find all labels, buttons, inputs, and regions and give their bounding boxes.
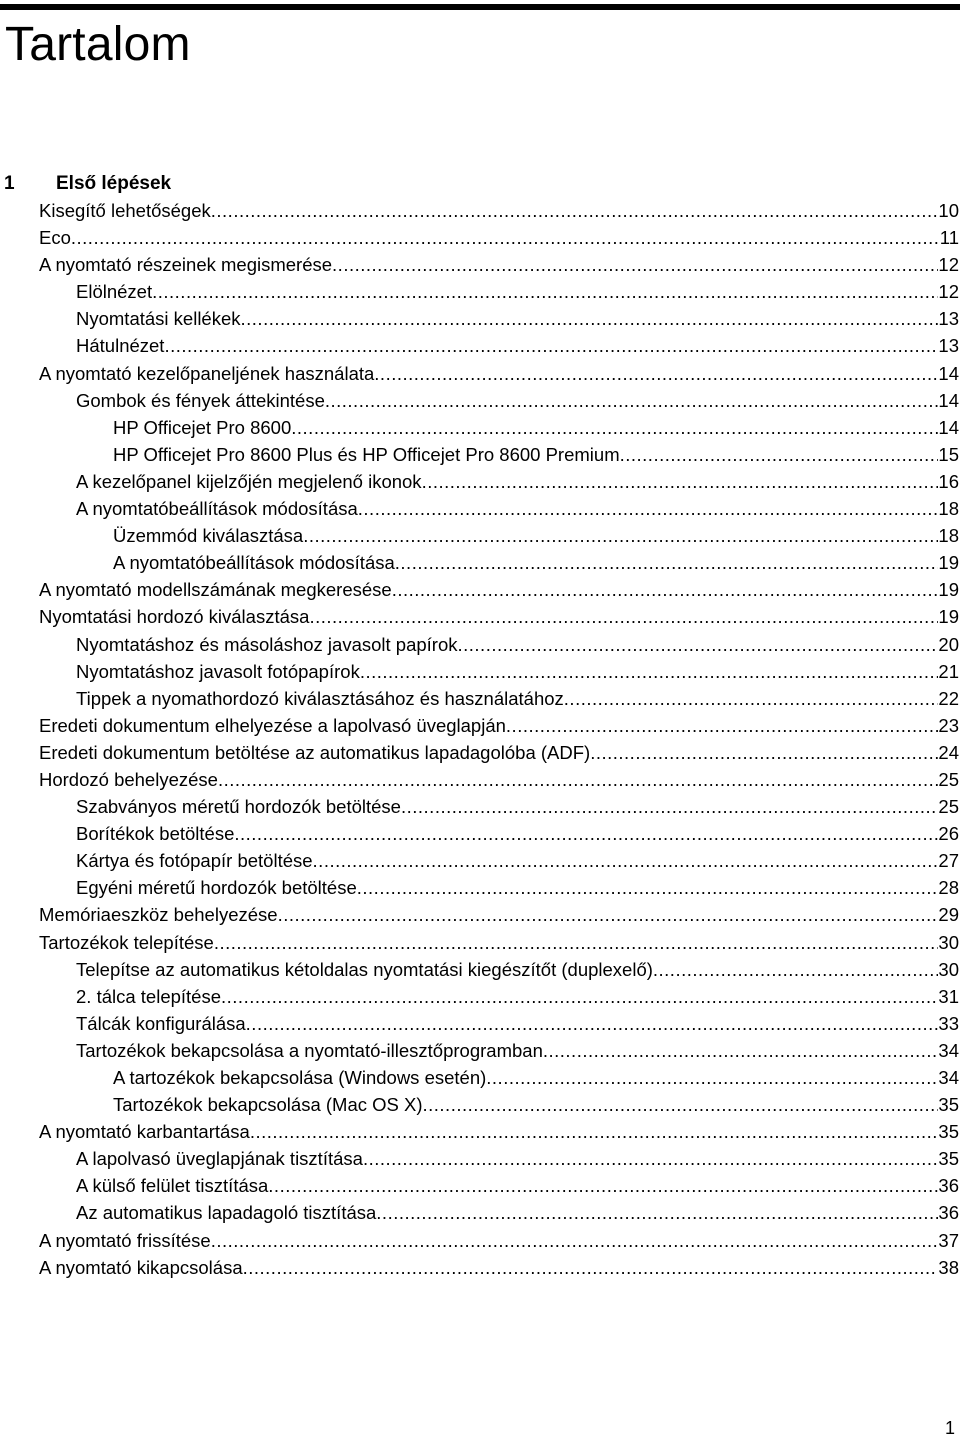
toc-entry[interactable] <box>0 766 960 793</box>
toc-entry-title: Memóriaeszköz behelyezése <box>39 904 278 926</box>
toc-dot-leader <box>218 766 938 793</box>
toc-dot-leader <box>268 1172 938 1199</box>
toc-entry-page: 16 <box>938 470 959 492</box>
toc-entry-title: A tartozékok bekapcsolása (Windows esetén) <box>113 1067 487 1088</box>
toc-dot-leader <box>486 1064 938 1091</box>
toc-dot-leader <box>313 847 939 874</box>
toc-dot-leader <box>564 685 939 712</box>
toc-entry-title: A nyomtató modellszámának megkeresése <box>39 579 392 601</box>
toc-entry[interactable] <box>0 522 960 549</box>
toc-entry-page: 14 <box>938 416 959 438</box>
toc-dot-leader <box>458 631 939 658</box>
toc-entry-page: 11 <box>939 227 959 249</box>
toc-entry[interactable] <box>0 414 960 441</box>
toc-entry-title: Hátulnézet <box>76 335 165 357</box>
toc-entry[interactable] <box>0 983 960 1010</box>
toc-entry-title: Tartozékok telepítése <box>39 931 214 953</box>
toc-dot-leader <box>376 1199 938 1226</box>
toc-entry-title: A nyomtató részeinek megismerése <box>39 254 333 276</box>
toc-dot-leader <box>332 251 938 278</box>
toc-dot-leader <box>401 793 938 820</box>
toc-entry-title: A nyomtató kezelőpaneljének használata <box>39 362 375 384</box>
toc-entry[interactable] <box>0 332 960 359</box>
toc-entry-page: 25 <box>938 796 959 818</box>
top-rule <box>0 4 960 10</box>
toc-entry-page: 35 <box>938 1094 959 1116</box>
toc-entry-page: 31 <box>938 985 959 1007</box>
toc-entry[interactable] <box>0 495 960 522</box>
toc-dot-leader <box>423 1091 939 1118</box>
toc-entry[interactable] <box>0 1172 960 1199</box>
toc-entry-title: Gombok és fények áttekintése <box>76 389 325 411</box>
toc-entry-page: 26 <box>938 823 959 845</box>
toc-dot-leader <box>291 414 938 441</box>
toc-dot-leader <box>506 712 939 739</box>
toc-entry-page: 29 <box>938 904 959 926</box>
toc-entry[interactable] <box>0 441 960 468</box>
toc-dot-leader <box>395 549 939 576</box>
toc-dot-leader <box>234 820 938 847</box>
toc-entry-title: HP Officejet Pro 8600 <box>113 416 292 438</box>
toc-dot-leader <box>250 1118 939 1145</box>
toc-entry-title: A külső felület tisztítása <box>76 1175 269 1197</box>
page-number: 1 <box>944 1418 955 1438</box>
toc-dot-leader <box>422 468 939 495</box>
chapter-heading <box>0 170 960 198</box>
toc-entry-title: Eredeti dokumentum betöltése az automatikus lapadagolóba (ADF) <box>39 741 591 763</box>
toc-dot-leader <box>71 224 940 251</box>
toc-entry-title: Nyomtatáshoz javasolt fotópapírok <box>76 660 360 682</box>
toc-entry[interactable] <box>0 1064 960 1091</box>
toc-dot-leader <box>278 901 939 928</box>
toc-entry-title: A nyomtató frissítése <box>39 1229 211 1251</box>
toc-entry-page: 30 <box>938 958 959 980</box>
toc-entry-title: Elölnézet <box>76 281 153 303</box>
toc-entry-page: 14 <box>938 362 959 384</box>
toc-dot-leader <box>246 1010 939 1037</box>
toc-entry[interactable] <box>0 631 960 658</box>
toc-dot-leader <box>221 983 938 1010</box>
toc-entry-page: 25 <box>938 768 959 790</box>
toc-entry[interactable] <box>0 847 960 874</box>
toc-entry-page: 20 <box>938 633 959 655</box>
toc-entry[interactable] <box>0 793 960 820</box>
table-of-contents <box>0 197 960 1281</box>
toc-dot-leader <box>241 305 939 332</box>
toc-entry-page: 12 <box>938 281 959 303</box>
toc-entry-title: Kártya és fotópapír betöltése <box>76 850 313 872</box>
toc-entry[interactable] <box>0 658 960 685</box>
toc-entry-page: 18 <box>938 498 959 520</box>
toc-dot-leader <box>211 1227 939 1254</box>
toc-entry[interactable] <box>0 251 960 278</box>
toc-entry-page: 35 <box>938 1148 959 1170</box>
toc-entry-page: 24 <box>938 741 959 763</box>
toc-entry[interactable] <box>0 1145 960 1172</box>
toc-entry-title: Borítékok betöltése <box>76 823 235 845</box>
toc-entry-page: 23 <box>938 714 959 736</box>
toc-entry[interactable] <box>0 712 960 739</box>
toc-entry-title: Nyomtatáshoz és másoláshoz javasolt papírok <box>76 633 458 655</box>
toc-entry[interactable] <box>0 956 960 983</box>
toc-entry[interactable] <box>0 929 960 956</box>
toc-entry-title: Egyéni méretű hordozók betöltése <box>76 877 357 899</box>
toc-entry[interactable] <box>0 278 960 305</box>
toc-entry[interactable] <box>0 468 960 495</box>
toc-entry-page: 27 <box>938 850 959 872</box>
toc-entry-page: 15 <box>938 443 959 465</box>
toc-entry-page: 33 <box>938 1012 959 1034</box>
toc-entry[interactable] <box>0 820 960 847</box>
toc-entry[interactable] <box>0 739 960 766</box>
toc-entry[interactable] <box>0 1199 960 1226</box>
toc-entry-title: A nyomtatóbeállítások módosítása <box>113 552 395 574</box>
toc-dot-leader <box>309 603 938 630</box>
toc-entry-title: A nyomtatóbeállítások módosítása <box>76 498 358 520</box>
toc-entry-title: A kezelőpanel kijelzőjén megjelenő ikonok <box>76 470 422 492</box>
toc-entry[interactable] <box>0 603 960 630</box>
toc-entry[interactable] <box>0 1010 960 1037</box>
toc-dot-leader <box>357 874 939 901</box>
toc-dot-leader <box>211 197 939 224</box>
toc-dot-leader <box>214 929 939 956</box>
toc-dot-leader <box>152 278 938 305</box>
toc-entry-page: 13 <box>938 335 959 357</box>
toc-dot-leader <box>358 495 939 522</box>
toc-entry-page: 36 <box>938 1175 959 1197</box>
toc-entry-page: 37 <box>938 1229 959 1251</box>
toc-entry-title: Tálcák konfigurálása <box>76 1012 246 1034</box>
toc-entry[interactable] <box>0 387 960 414</box>
toc-entry[interactable] <box>0 901 960 928</box>
toc-dot-leader <box>590 739 938 766</box>
toc-entry-title: 2. tálca telepítése <box>76 985 222 1007</box>
toc-entry-page: 30 <box>938 931 959 953</box>
toc-entry[interactable] <box>0 360 960 387</box>
toc-entry[interactable] <box>0 874 960 901</box>
toc-entry-title: Az automatikus lapadagoló tisztítása <box>76 1202 377 1224</box>
toc-entry-title: Telepítse az automatikus kétoldalas nyomtatási kiegészítőt (duplexelő) <box>76 958 653 980</box>
toc-entry-page: 34 <box>938 1039 959 1061</box>
page-title: Tartalom <box>5 18 191 71</box>
toc-entry[interactable] <box>0 1091 960 1118</box>
toc-entry-page: 10 <box>938 200 959 221</box>
toc-entry[interactable] <box>0 1037 960 1064</box>
toc-entry-title: Hordozó behelyezése <box>39 768 218 790</box>
toc-entry-page: 14 <box>938 389 959 411</box>
toc-dot-leader <box>543 1037 939 1064</box>
toc-entry[interactable] <box>0 549 960 576</box>
toc-entry-title: HP Officejet Pro 8600 Plus és HP Officejet Pro 8600 Premium <box>113 443 620 465</box>
toc-entry[interactable] <box>0 224 960 251</box>
toc-entry[interactable] <box>0 197 960 224</box>
toc-entry[interactable] <box>0 1254 960 1281</box>
toc-entry-page: 19 <box>938 552 959 574</box>
toc-entry-title: Nyomtatási hordozó kiválasztása <box>39 606 310 628</box>
toc-entry-page: 34 <box>938 1067 959 1088</box>
toc-dot-leader <box>374 360 938 387</box>
toc-entry-page: 18 <box>938 525 959 547</box>
toc-entry[interactable] <box>0 576 960 603</box>
toc-dot-leader <box>325 387 939 414</box>
toc-entry[interactable] <box>0 305 960 332</box>
toc-entry-title: A lapolvasó üveglapjának tisztítása <box>76 1148 363 1170</box>
toc-entry-title: Tippek a nyomathordozó kiválasztásához és használatához <box>76 687 564 709</box>
toc-dot-leader <box>392 576 939 603</box>
toc-entry-title: Nyomtatási kellékek <box>76 308 241 330</box>
toc-entry-page: 19 <box>938 606 959 628</box>
toc-dot-leader <box>243 1254 939 1281</box>
toc-entry-title: Tartozékok bekapcsolása (Mac OS X) <box>113 1094 423 1116</box>
toc-dot-leader <box>653 956 939 983</box>
toc-entry-page: 21 <box>938 660 959 682</box>
toc-entry-page: 19 <box>938 579 959 601</box>
toc-dot-leader <box>303 522 938 549</box>
chapter-title: Első lépések <box>56 173 172 194</box>
toc-entry-page: 13 <box>938 308 959 330</box>
toc-dot-leader <box>363 1145 938 1172</box>
toc-entry-page: 38 <box>938 1256 959 1278</box>
toc-entry-title: Tartozékok bekapcsolása a nyomtató-illesztőprogramban <box>76 1039 543 1061</box>
toc-entry[interactable] <box>0 685 960 712</box>
toc-entry-page: 35 <box>938 1121 959 1143</box>
toc-dot-leader <box>360 658 939 685</box>
toc-dot-leader <box>620 441 939 468</box>
toc-entry-title: A nyomtató kikapcsolása <box>39 1256 243 1278</box>
toc-entry-page: 28 <box>938 877 959 899</box>
toc-entry-title: Eredeti dokumentum elhelyezése a lapolvasó üveglapján <box>39 714 506 736</box>
toc-entry-page: 36 <box>938 1202 959 1224</box>
toc-entry[interactable] <box>0 1227 960 1254</box>
toc-entry-title: Eco <box>39 227 71 249</box>
toc-entry-page: 22 <box>938 687 959 709</box>
chapter-number: 1 <box>4 173 15 194</box>
toc-dot-leader <box>164 332 938 359</box>
toc-entry-page: 12 <box>938 254 959 276</box>
toc-entry-title: Kisegítő lehetőségek <box>39 200 211 221</box>
toc-entry-title: Szabványos méretű hordozók betöltése <box>76 796 401 818</box>
toc-entry-title: Üzemmód kiválasztása <box>113 525 304 547</box>
toc-entry[interactable] <box>0 1118 960 1145</box>
toc-entry-title: A nyomtató karbantartása <box>39 1121 250 1143</box>
